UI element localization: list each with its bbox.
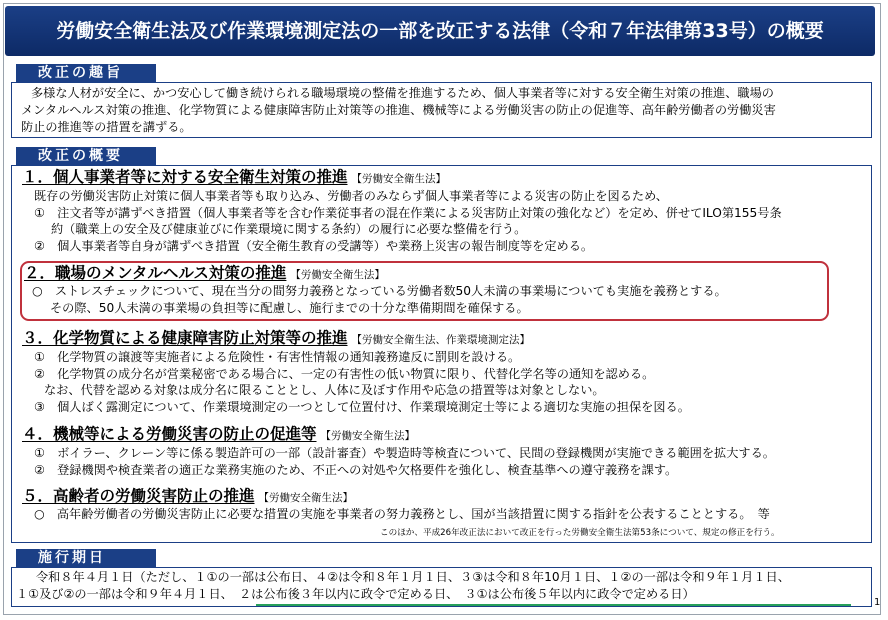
- effective-label: 施行期日: [16, 549, 156, 568]
- section-3-line-4: ③ 個人ばく露測定について、作業環境測定の一つとして位置付け、作業環境測定士等による適切な実施の担保を図る。: [34, 400, 690, 414]
- purpose-text: [21, 85, 866, 136]
- overview-label: 改正の概要: [16, 147, 156, 166]
- section-4-law: 【労働安全衛生法】: [320, 430, 416, 442]
- section-2-law: 【労働安全衛生法】: [290, 269, 385, 281]
- section-1-title: １．個人事業者等に対する安全衛生対策の推進: [22, 168, 348, 186]
- section-2-line-2: その際、50人未満の事業場の負担等に配慮し、施行までの十分な準備期間を確保する。: [50, 301, 529, 315]
- section-4-title: ４．機械等による労働災害の防止の促進等: [22, 425, 317, 443]
- section-1-line-3: 約（職業上の安全及び健康並びに作業環境に関する条約）の履行に必要な整備を行う。: [51, 222, 527, 236]
- section-2-line-1: ○ ストレスチェックについて、現在当分の間努力義務となっている労働者数50人未満の事業場についても実施を義務とする。: [32, 284, 727, 298]
- section-1-line-4: ② 個人事業者等自身が講ずべき措置（安全衛生教育の受講等）や業務上災害の報告制度等を定める。: [34, 239, 594, 253]
- section-3-law: 【労働安全衛生法、作業環境測定法】: [351, 334, 531, 346]
- purpose-label: 改正の趣旨: [16, 64, 156, 83]
- section-5-line-1: ○ 高年齢労働者の労働災害防止に必要な措置の実施を事業者の努力義務とし、国が当該措置に関する指針を公表することとする。 等: [34, 507, 770, 521]
- purpose-line-1: 多様な人材が安全に、かつ安心して働き続けられる職場環境の整備を推進するため、個人事業者等に対する安全衛生対策の推進、職場の: [31, 86, 774, 100]
- section-1-heading: [22, 167, 446, 189]
- section-4-line-1: ① ボイラー、クレーン等に係る製造許可の一部（設計審査）や製造時等検査について、民間の登録機関が実施できる範囲を拡大する。: [34, 446, 775, 460]
- effective-line-1: 令和８年４月１日（ただし、１①の一部は公布日、４②は令和８年１月１日、３③は令和８年10月１日、１②の一部は令和９年１月１日、: [36, 570, 790, 584]
- section-2-title: ２．職場のメンタルヘルス対策の推進: [24, 264, 287, 282]
- section-1-line-2: ① 注文者等が講ずべき措置（個人事業者等を含む作業従事者の混在作業による災害防止対策の強化など）を定め、併せてILO第155号条: [34, 206, 782, 220]
- section-5-law: 【労働安全衛生法】: [258, 492, 354, 504]
- section-4-line-2: ② 登録機関や検査業者の適正な業務実施のため、不正への対処や欠格要件を強化し、検査基準への遵守義務を課す。: [34, 463, 678, 477]
- page-title: 労働安全衛生法及び作業環境測定法の一部を改正する法律（令和７年法律第33号）の概要: [5, 6, 875, 56]
- section-5-heading: [22, 486, 353, 508]
- section-3-heading: [22, 328, 530, 350]
- page-number: 1: [874, 597, 881, 608]
- section-1-law: 【労働安全衛生法】: [351, 173, 447, 185]
- section-2-heading: [24, 263, 385, 285]
- purpose-line-3: 防止の推進等の措置を講ずる。: [21, 120, 192, 134]
- section-3-title: ３．化学物質による健康障害防止対策等の推進: [22, 329, 348, 347]
- section-1-line-1: 既存の労働災害防止対策に個人事業者等も取り込み、労働者のみならず個人事業者等による災害の防止を図るため、: [34, 189, 668, 203]
- section-3-line-3: なお、代替を認める対象は成分名に限ることとし、人体に及ぼす作用や応急の措置等は対象としない。: [44, 383, 605, 397]
- effective-underline: [256, 604, 851, 606]
- purpose-line-2: メンタルヘルス対策の推進、化学物質による健康障害防止対策等の推進、機械等による労働災害の防止の促進等、高年齢労働者の労働災害: [21, 103, 776, 117]
- section-3-line-2: ② 化学物質の成分名が営業秘密である場合に、一定の有害性の低い物質に限り、代替化学名等の通知を認める。: [34, 367, 655, 381]
- section-4-heading: [22, 424, 415, 446]
- section-3-line-1: ① 化学物質の譲渡等実施者による危険性・有害性情報の通知義務違反に罰則を設ける。: [34, 350, 521, 364]
- section-5-title: ５．高齢者の労働災害防止の推進: [22, 487, 255, 505]
- effective-line-2: １①及び②の一部は令和９年４月１日、 ２は公布後３年以内に政令で定める日、 ３①は公布後５年以内に政令で定める日）: [16, 587, 695, 601]
- overview-footnote: このほか、平成26年改正法において改正を行った労働安全衛生法第53条について、規定の修正を行う。: [380, 528, 780, 538]
